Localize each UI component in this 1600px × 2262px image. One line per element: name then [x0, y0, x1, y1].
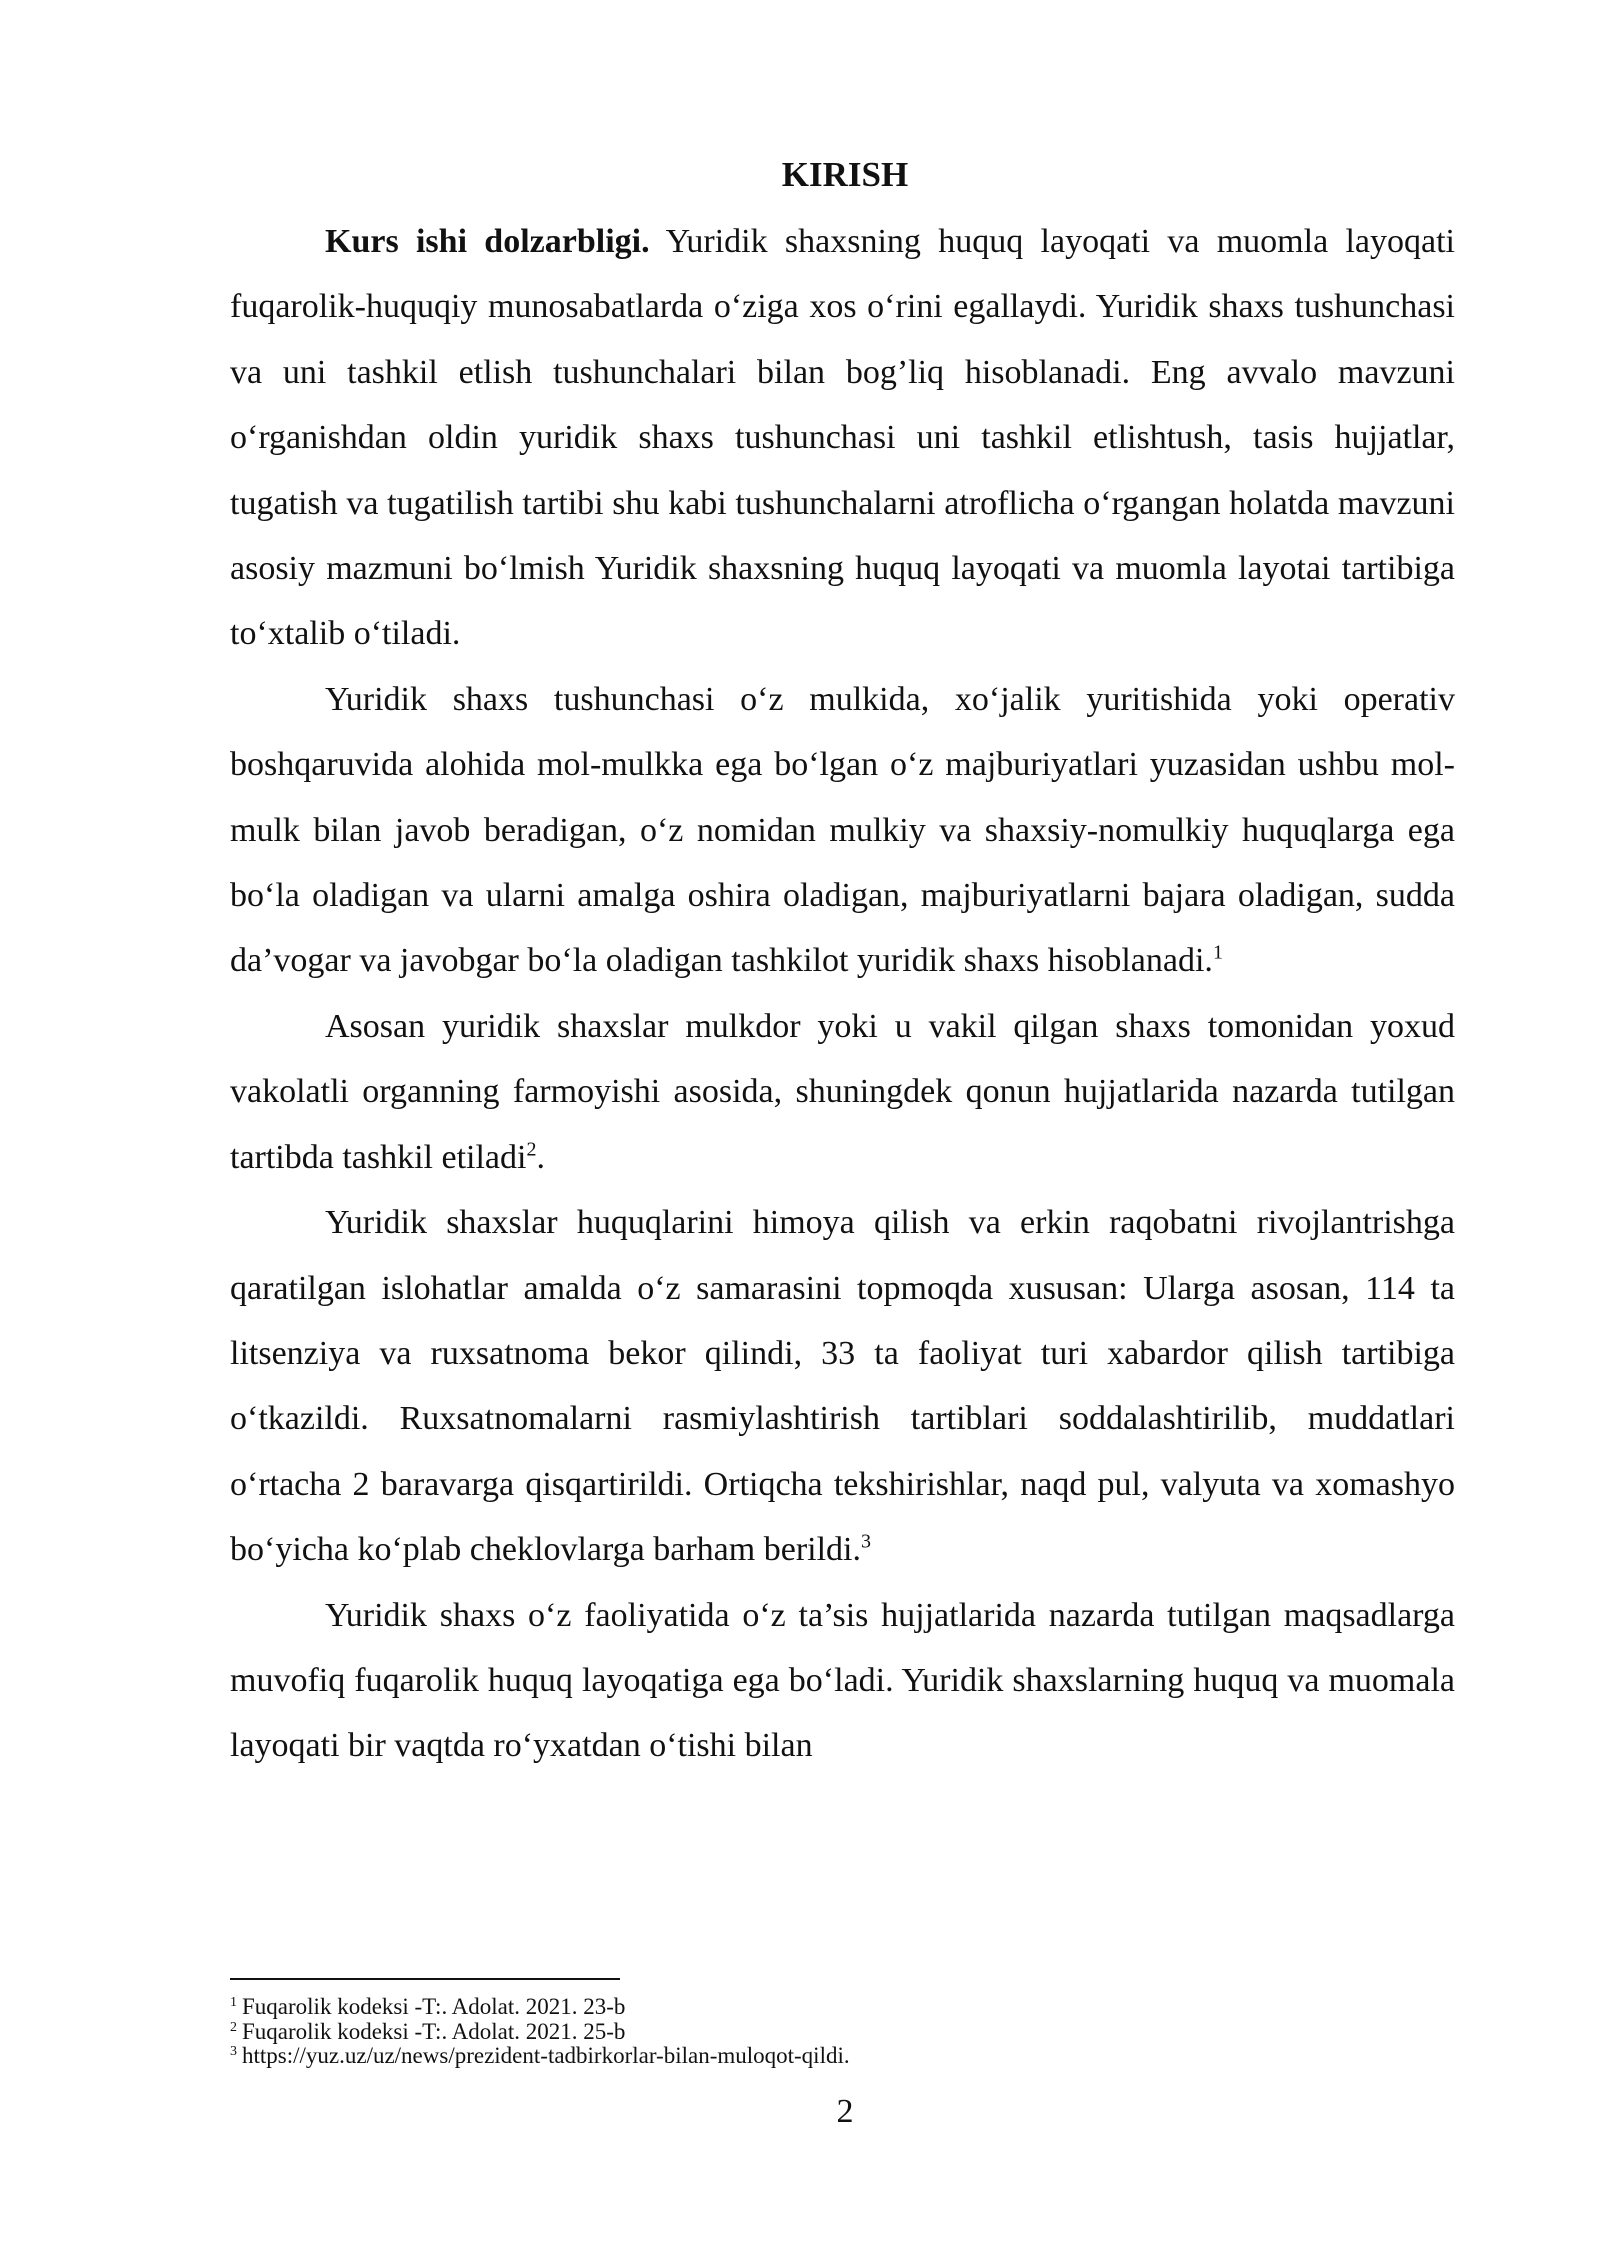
paragraph-relevance	[230, 209, 1455, 667]
paragraph-definition	[230, 667, 1455, 994]
paragraph-text: Yuridik shaxs o‘z faoliyatida o‘z ta’sis hujjatlarida nazarda tutilgan maqsadlarga muvofiq fuqarolik huquq layoqatiga ega bo‘ladi. Yuridik shaxslarning huquq va muomala layoqati bir vaqtda ro‘yxatdan o‘tishi bilan	[230, 1596, 1455, 1765]
paragraph-capacity	[230, 1583, 1455, 1779]
footnotes	[230, 1995, 1455, 2069]
paragraph-reforms	[230, 1190, 1455, 1582]
body-text	[230, 209, 1455, 1779]
footnote-mark: 2	[230, 2019, 237, 2035]
footnote-text: Fuqarolik kodeksi -T:. Adolat. 2021. 23-b	[242, 1994, 626, 2019]
footnote-text: Fuqarolik kodeksi -T:. Adolat. 2021. 25-b	[242, 2018, 626, 2044]
footnote-item	[230, 2044, 1455, 2069]
page-title: KIRISH	[781, 155, 909, 194]
paragraph-text: Yuridik shaxs tushunchasi o‘z mulkida, xo‘jalik yuritishida yoki operativ boshqaruvida alohida mol-mulkka ega bo‘lgan o‘z majburiyatlari yuzasidan ushbu mol-mulk bilan javob beradigan, o‘z nomidan mulkiy va shaxsiy-nomulkiy huquqlarga ega bo‘la oladigan va ularni amalga oshira oladigan, majburiyatlarni bajara oladigan, sudda da’vogar va javobgar bo‘la oladigan tashkilot yuridik shaxs hisoblanadi.	[230, 680, 1455, 980]
footnote-reference[interactable]: 2	[526, 1138, 537, 1161]
page-number: 2	[836, 2093, 854, 2130]
footnote-reference[interactable]: 3	[860, 1530, 871, 1553]
footnote-item	[230, 1995, 1455, 2020]
paragraph-punctuation: .	[536, 1138, 545, 1176]
footnote-mark: 1	[230, 1995, 237, 2010]
paragraph-text: Yuridik shaxsning huquq layoqati va muomla layoqati fuqarolik-huquqiy munosabatlarda o‘ziga xos o‘rini egallaydi. Yuridik shaxs tushunchasi va uni tashkil etlish tushunchalari bilan bog’liq hisoblanadi. Eng avvalo mavzuni o‘rganishdan oldin yuridik shaxs tushunchasi uni tashkil etlishtush, tasis hujjatlar, tugatish va tugatilish tartibi shu kabi tushunchalarni atroflicha o‘rgangan holatda mavzuni asosiy mazmuni bo‘lmish Yuridik shaxsning huquq layoqati va muomla layotai tartibiga to‘xtalib o‘tiladi.	[230, 223, 1455, 653]
footnote-separator	[230, 1978, 620, 1980]
footnote-item	[230, 2020, 1455, 2045]
footnote-link[interactable]: https://yuz.uz/uz/news/prezident-tadbirkorlar-bilan-muloqot-qildi.	[242, 2043, 850, 2068]
paragraph-text: Asosan yuridik shaxslar mulkdor yoki u vakil qilgan shaxs tomonidan yoxud vakolatli organning farmoyishi asosida, shuningdek qonun hujjatlarida nazarda tutilgan tartibda tashkil etiladi	[230, 1007, 1455, 1176]
footnote-reference[interactable]: 1	[1212, 942, 1223, 965]
footnote-mark: 3	[230, 2044, 237, 2059]
paragraph-lead: Kurs ishi dolzarbligi.	[325, 223, 650, 260]
paragraph-text: Yuridik shaxslar huquqlarini himoya qilish va erkin raqobatni rivojlantrishga qaratilgan islohatlar amalda o‘z samarasini topmoqda xususan: Ularga asosan, 114 ta litsenziya va ruxsatnoma bekor qilindi, 33 ta faoliyat turi xabardor qilish tartibiga o‘tkazildi. Ruxsatnomalarni rasmiylashtirish tartiblari soddalashtirilib, muddatlari o‘rtacha 2 baravarga qisqartirildi. Ortiqcha tekshirishlar, naqd pul, valyuta va xomashyo bo‘yicha ko‘plab cheklovlarga barham berildi.	[230, 1204, 1455, 1569]
paragraph-establishment	[230, 994, 1455, 1190]
